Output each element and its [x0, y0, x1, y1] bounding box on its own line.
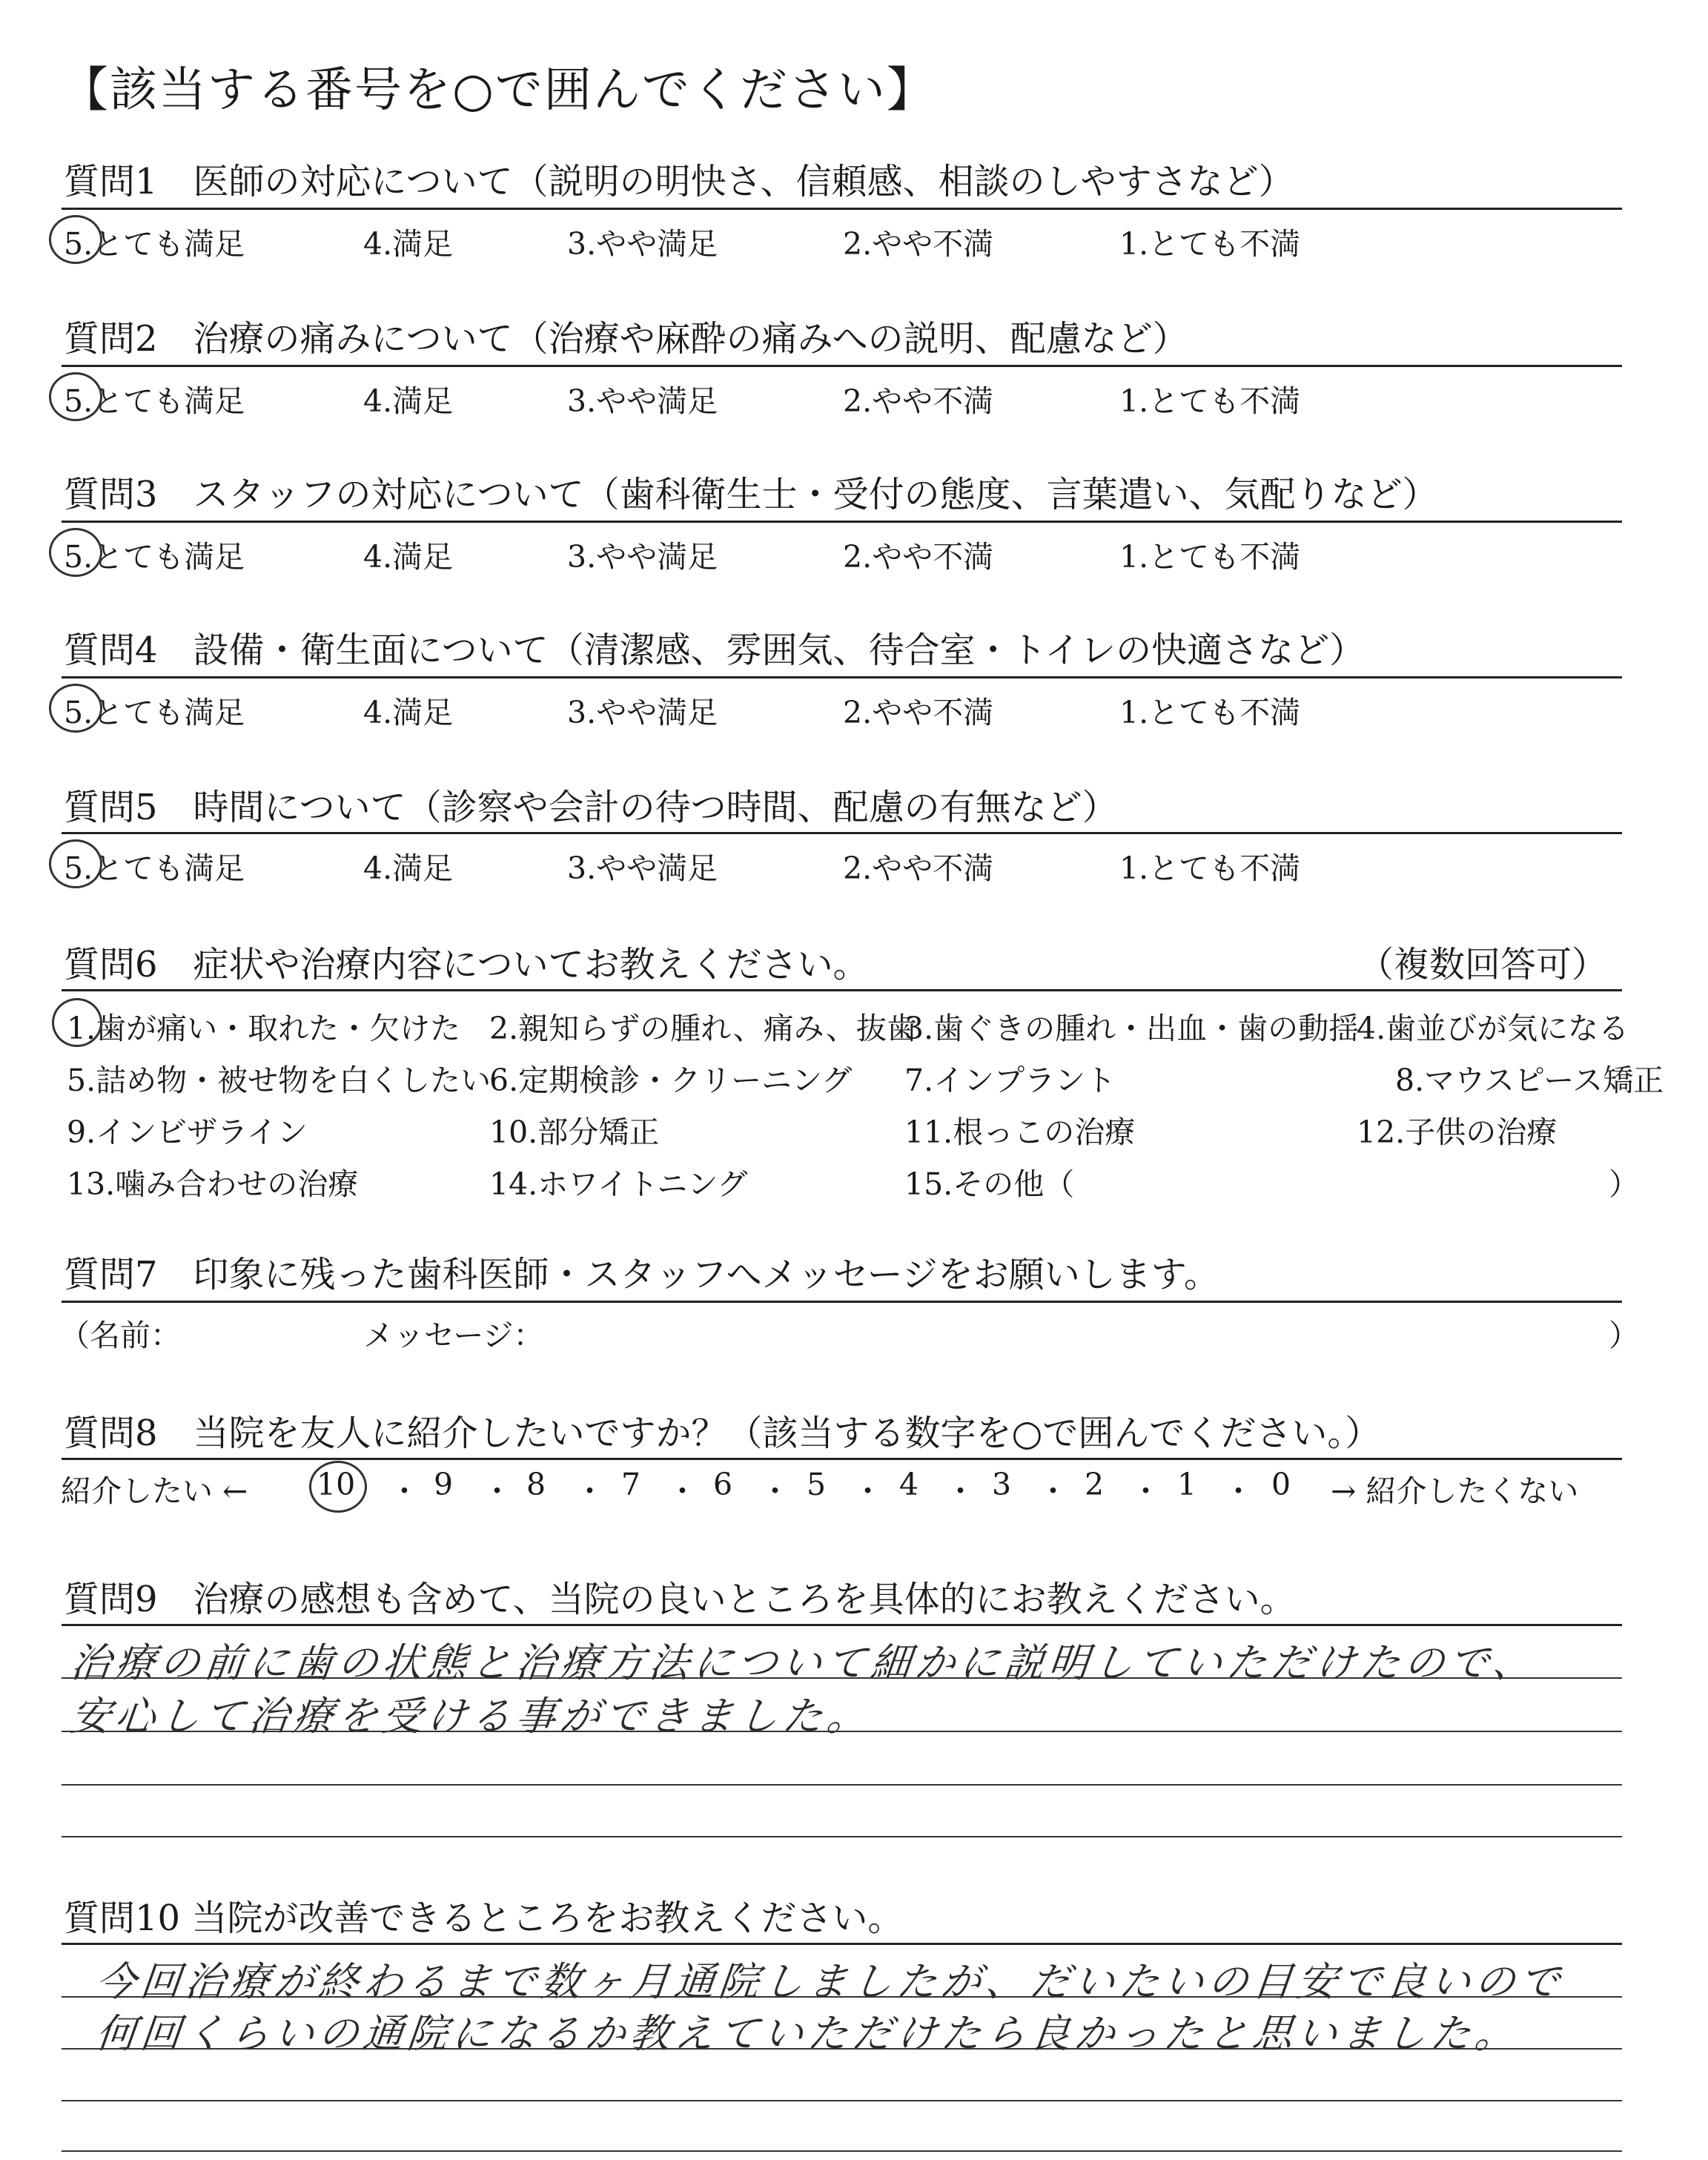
q4-option-5[interactable]: 5.とても満足 [64, 695, 245, 730]
q3-option-3[interactable]: 3.やや満足 [567, 539, 718, 575]
q3-option-5[interactable]: 5.とても満足 [64, 539, 245, 575]
q2-option-5[interactable]: 5.とても満足 [64, 383, 245, 419]
q5-option-4[interactable]: 4.満足 [363, 851, 454, 886]
question-3-title: 質問3 スタッフの対応について（歯科衛生士・受付の態度、言葉遣い、気配りなど） [64, 474, 1438, 515]
q8-dot: ・ [482, 1473, 512, 1509]
q1-option-2[interactable]: 2.やや不満 [843, 226, 994, 262]
q5-option-1[interactable]: 1.とても不満 [1119, 851, 1301, 886]
q8-dot: ・ [1131, 1473, 1161, 1509]
q6-option-9[interactable]: 9.インビザライン [67, 1114, 308, 1150]
divider-q8 [62, 1458, 1622, 1460]
q3-option-4[interactable]: 4.満足 [363, 539, 454, 575]
question-8-title: 質問8 当院を友人に紹介したいですか？（該当する数字を○で囲んでください。） [64, 1413, 1381, 1454]
divider-q5 [62, 832, 1622, 834]
divider-q9 [62, 1624, 1622, 1626]
q6-option-7[interactable]: 7.インプラント [904, 1063, 1116, 1098]
q8-scale-2[interactable]: 2 [1085, 1467, 1105, 1502]
divider-q7 [62, 1301, 1622, 1303]
q2-selection-circle [49, 372, 102, 421]
q4-option-1[interactable]: 1.とても不満 [1119, 695, 1301, 730]
q10-answer-rule-3 [62, 2100, 1622, 2101]
q8-right-label: → 紹介したくない [1331, 1473, 1579, 1509]
divider-q6 [62, 989, 1622, 991]
q7-message-label: メッセージ： [363, 1318, 544, 1353]
q4-selection-circle [49, 684, 102, 733]
q8-dot: ・ [1038, 1473, 1068, 1509]
question-5-title: 質問5 時間について（診察や会計の待つ時間、配慮の有無など） [64, 787, 1118, 828]
q8-dot: ・ [575, 1473, 605, 1509]
q8-scale-10[interactable]: 10 [317, 1467, 356, 1502]
q6-option-8[interactable]: 8.マウスピース矯正 [1395, 1063, 1664, 1098]
q8-dot: ・ [667, 1473, 698, 1509]
q4-option-2[interactable]: 2.やや不満 [843, 695, 994, 730]
q6-option-13[interactable]: 13.噛み合わせの治療 [67, 1166, 359, 1202]
q10-answer-rule-1 [62, 1996, 1622, 1998]
question-4-title: 質問4 設備・衛生面について（清潔感、雰囲気、待合室・トイレの快適さなど） [64, 630, 1366, 671]
q1-option-1[interactable]: 1.とても不満 [1119, 226, 1301, 262]
q8-scale-0[interactable]: 0 [1271, 1467, 1291, 1502]
q3-option-1[interactable]: 1.とても不満 [1119, 539, 1301, 575]
question-9-title: 質問9 治療の感想も含めて、当院の良いところを具体的にお教えください。 [64, 1579, 1296, 1620]
q6-option-3[interactable]: 3.歯ぐきの腫れ・出血・歯の動揺 [904, 1011, 1360, 1046]
q6-selection-circle [52, 998, 102, 1047]
q8-scale-1[interactable]: 1 [1177, 1467, 1197, 1502]
q8-dot: ・ [945, 1473, 976, 1509]
q1-option-5[interactable]: 5.とても満足 [64, 226, 245, 262]
q2-option-3[interactable]: 3.やや満足 [567, 383, 718, 419]
q5-option-2[interactable]: 2.やや不満 [843, 851, 994, 886]
q10-answer-rule-2 [62, 2048, 1622, 2050]
q1-selection-circle [49, 215, 102, 264]
q8-scale-8[interactable]: 8 [526, 1467, 546, 1502]
q7-close-paren: ） [1609, 1318, 1639, 1353]
q8-selection-circle [309, 1461, 367, 1513]
q6-option-12[interactable]: 12.子供の治療 [1357, 1114, 1558, 1150]
q2-option-1[interactable]: 1.とても不満 [1119, 383, 1301, 419]
q4-option-3[interactable]: 3.やや満足 [567, 695, 718, 730]
q6-option-1[interactable]: 1.歯が痛い・取れた・欠けた [67, 1011, 461, 1046]
q6-option-6[interactable]: 6.定期検診・クリーニング [489, 1063, 853, 1098]
q2-option-2[interactable]: 2.やや不満 [843, 383, 994, 419]
q8-left-label: 紹介したい ← [61, 1473, 248, 1509]
q9-answer-rule-3 [62, 1784, 1622, 1786]
q3-option-2[interactable]: 2.やや不満 [843, 539, 994, 575]
q5-option-3[interactable]: 3.やや満足 [567, 851, 718, 886]
divider-q10 [62, 1943, 1622, 1945]
question-1-title: 質問1 医師の対応について（説明の明快さ、信頼感、相談のしやすさなど） [64, 161, 1294, 202]
divider-q1 [62, 208, 1622, 210]
q8-dot: ・ [853, 1473, 883, 1509]
q6-option-10[interactable]: 10.部分矯正 [489, 1114, 660, 1150]
q9-answer-line-2: 安心して治療を受ける事ができました。 [68, 1693, 874, 1740]
q6-option-11[interactable]: 11.根っこの治療 [904, 1114, 1136, 1150]
q8-scale-6[interactable]: 6 [713, 1467, 733, 1502]
question-7-title: 質問7 印象に残った歯科医師・スタッフへメッセージをお願いします。 [64, 1254, 1219, 1295]
divider-q2 [62, 365, 1622, 367]
q8-scale-7[interactable]: 7 [621, 1467, 641, 1502]
q6-option-15[interactable]: 15.その他（ [904, 1166, 1075, 1202]
question-6-note: （複数回答可） [1358, 944, 1608, 985]
q3-selection-circle [49, 528, 102, 577]
q5-selection-circle [49, 839, 102, 888]
q6-option-14[interactable]: 14.ホワイトニング [489, 1166, 748, 1202]
q8-scale-3[interactable]: 3 [992, 1467, 1012, 1502]
question-10-title: 質問10 当院が改善できるところをお教えください。 [64, 1898, 904, 1939]
q8-dot: ・ [760, 1473, 790, 1509]
q6-option-2[interactable]: 2.親知らずの腫れ、痛み、抜歯 [489, 1011, 918, 1046]
q1-option-4[interactable]: 4.満足 [363, 226, 454, 262]
q5-option-5[interactable]: 5.とても満足 [64, 851, 245, 886]
q2-option-4[interactable]: 4.満足 [363, 383, 454, 419]
q9-answer-rule-4 [62, 1836, 1622, 1837]
q6-other-close-paren: ） [1609, 1166, 1639, 1202]
q8-scale-4[interactable]: 4 [899, 1467, 919, 1502]
q8-scale-5[interactable]: 5 [807, 1467, 827, 1502]
q6-option-5[interactable]: 5.詰め物・被せ物を白くしたい [67, 1063, 491, 1098]
q6-option-4[interactable]: 4.歯並びが気になる [1357, 1011, 1629, 1046]
page-header: 【該当する番号を○で囲んでください】 [61, 63, 936, 118]
q10-answer-line-1: 今回治療が終わるまで数ヶ月通院しましたが、だいたいの目安で良いので [93, 1958, 1566, 2005]
question-6-title: 質問6 症状や治療内容についてお教えください。 [64, 944, 869, 985]
question-2-title: 質問2 治療の痛みについて（治療や麻酔の痛みへの説明、配慮など） [64, 318, 1188, 360]
divider-q3 [62, 521, 1622, 523]
q4-option-4[interactable]: 4.満足 [363, 695, 454, 730]
divider-q4 [62, 676, 1622, 678]
q1-option-3[interactable]: 3.やや満足 [567, 226, 718, 262]
q10-answer-rule-4 [62, 2150, 1622, 2152]
q9-answer-line-1: 治療の前に歯の状態と治療方法について細かに説明していただけたので、 [68, 1639, 1540, 1686]
q10-answer-line-2: 何回くらいの通院になるか教えていただけたら良かったと思いました。 [93, 2010, 1522, 2057]
q9-answer-rule-1 [62, 1677, 1622, 1679]
q7-name-label: （名前： [59, 1318, 181, 1353]
q8-scale-9[interactable]: 9 [434, 1467, 454, 1502]
q8-dot: ・ [1223, 1473, 1254, 1509]
q9-answer-rule-2 [62, 1731, 1622, 1732]
q8-dot: ・ [389, 1473, 420, 1509]
